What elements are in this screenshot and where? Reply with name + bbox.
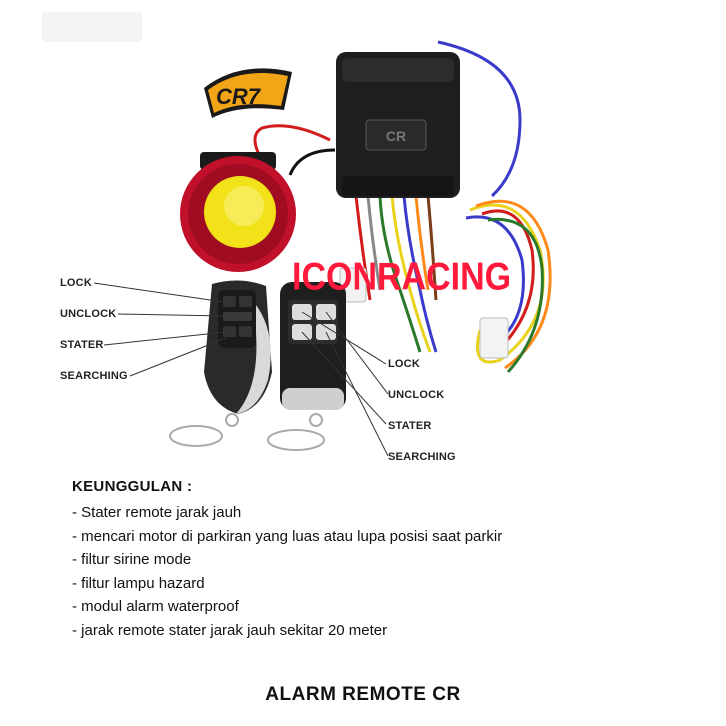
callout-left-stater: STATER [60, 339, 104, 351]
feature-item: - jarak remote stater jarak jauh sekitar 20 meter [72, 619, 712, 643]
feature-item: - Stater remote jarak jauh [72, 501, 712, 525]
feature-item: - mencari motor di parkiran yang luas atau lupa posisi saat parkir [72, 525, 712, 549]
callout-right-stater: STATER [388, 420, 432, 432]
features-list [72, 501, 712, 642]
callout-right-lock: LOCK [388, 358, 420, 370]
callout-right-unclock: UNCLOCK [388, 389, 445, 401]
product-title: ALARM REMOTE CR [265, 684, 461, 705]
callout-left-lock: LOCK [60, 277, 92, 289]
feature-item: - modul alarm waterproof [72, 595, 712, 619]
callout-left-searching: SEARCHING [60, 370, 128, 382]
features-section [72, 478, 712, 642]
svg-text:CR7: CR7 [216, 84, 261, 109]
callout-left-unclock: UNCLOCK [60, 308, 117, 320]
remote-left [170, 280, 272, 446]
feature-item: - filtur lampu hazard [72, 572, 712, 596]
wire-connector [480, 318, 508, 358]
feature-item: - filtur sirine mode [72, 548, 712, 572]
features-heading: KEUNGGULAN : [72, 478, 193, 495]
siren-speaker [180, 152, 296, 272]
cr7-logo [204, 68, 292, 118]
svg-text:CR: CR [385, 128, 407, 144]
alarm-module [336, 52, 460, 198]
remote-right [268, 282, 346, 450]
callout-right-searching: SEARCHING [388, 451, 456, 463]
watermark-text: ICONRACING [292, 255, 512, 299]
